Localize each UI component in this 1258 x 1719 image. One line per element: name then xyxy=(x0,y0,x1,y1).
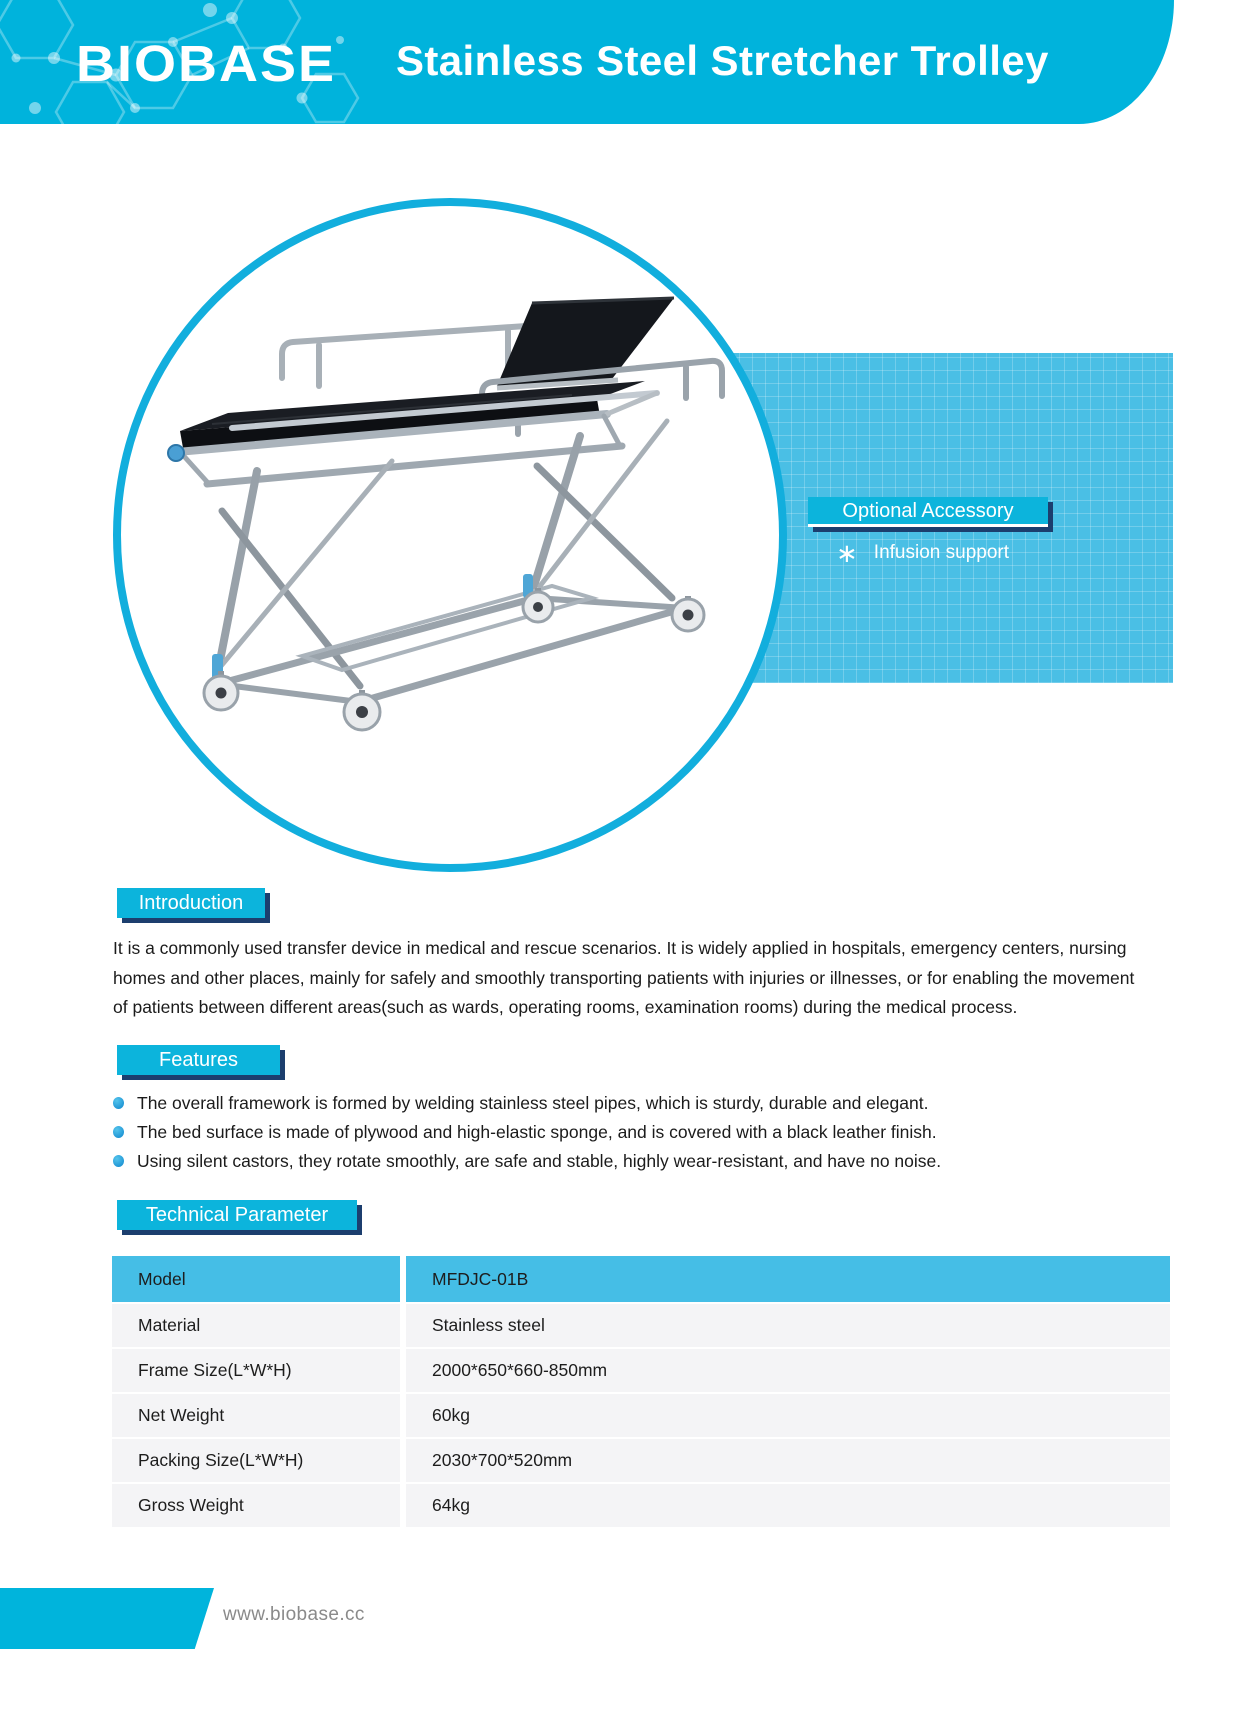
stretcher-trolley-image xyxy=(152,246,752,806)
technical-parameter-label: Technical Parameter xyxy=(117,1200,357,1230)
biobase-logo: BIOBASE xyxy=(76,35,337,93)
param-cell: Material xyxy=(112,1304,400,1347)
accessory-item-row xyxy=(836,537,1009,568)
value-cell: 2030*700*520mm xyxy=(406,1439,1170,1482)
value-cell: 60kg xyxy=(406,1394,1170,1437)
website-url[interactable]: www.biobase.cc xyxy=(223,1604,365,1625)
feature-text: The overall framework is formed by welding stainless steel pipes, which is sturdy, durable and elegant. xyxy=(137,1093,929,1113)
param-cell: Model xyxy=(112,1256,400,1302)
accessory-item-label: Infusion support xyxy=(873,542,1009,563)
features-list xyxy=(113,1092,1153,1179)
asterisk-icon: ∗ xyxy=(836,537,858,568)
param-cell: Gross Weight xyxy=(112,1484,400,1527)
table-row xyxy=(112,1439,1170,1482)
param-cell: Net Weight xyxy=(112,1394,400,1437)
feature-item xyxy=(113,1150,1153,1172)
feature-text: Using silent castors, they rotate smoothly, are safe and stable, highly wear-resistant, and have no noise. xyxy=(137,1151,942,1171)
technical-parameter-table xyxy=(112,1256,1170,1527)
feature-item xyxy=(113,1121,1153,1143)
value-cell: 64kg xyxy=(406,1484,1170,1527)
table-row xyxy=(112,1484,1170,1527)
table-row xyxy=(112,1394,1170,1437)
bullet-icon xyxy=(113,1097,124,1109)
value-cell: Stainless steel xyxy=(406,1304,1170,1347)
header-banner xyxy=(0,0,1174,124)
value-cell: 2000*650*660-850mm xyxy=(406,1349,1170,1392)
param-cell: Frame Size(L*W*H) xyxy=(112,1349,400,1392)
table-row xyxy=(112,1304,1170,1347)
feature-item xyxy=(113,1092,1153,1114)
optional-accessory-label: Optional Accessory xyxy=(808,497,1048,527)
features-label: Features xyxy=(117,1045,280,1075)
value-cell: MFDJC-01B xyxy=(406,1256,1170,1302)
bullet-icon xyxy=(113,1155,124,1167)
param-cell: Packing Size(L*W*H) xyxy=(112,1439,400,1482)
footer-shape xyxy=(0,1588,214,1649)
introduction-label: Introduction xyxy=(117,888,265,918)
table-row xyxy=(112,1256,1170,1302)
table-row xyxy=(112,1349,1170,1392)
feature-text: The bed surface is made of plywood and high-elastic sponge, and is covered with a black leather finish. xyxy=(137,1122,937,1142)
page-title: Stainless Steel Stretcher Trolley xyxy=(396,37,1049,84)
bullet-icon xyxy=(113,1126,124,1138)
introduction-text: It is a commonly used transfer device in medical and rescue scenarios. It is widely applied in hospitals, emergency centers, nursing homes and other places, mainly for safely and smoothly transporting patients with injuries or illnesses, or for enabling the movement of patients between different areas(such as wards, operating rooms, examination rooms) during the medical process. xyxy=(113,938,1135,1017)
